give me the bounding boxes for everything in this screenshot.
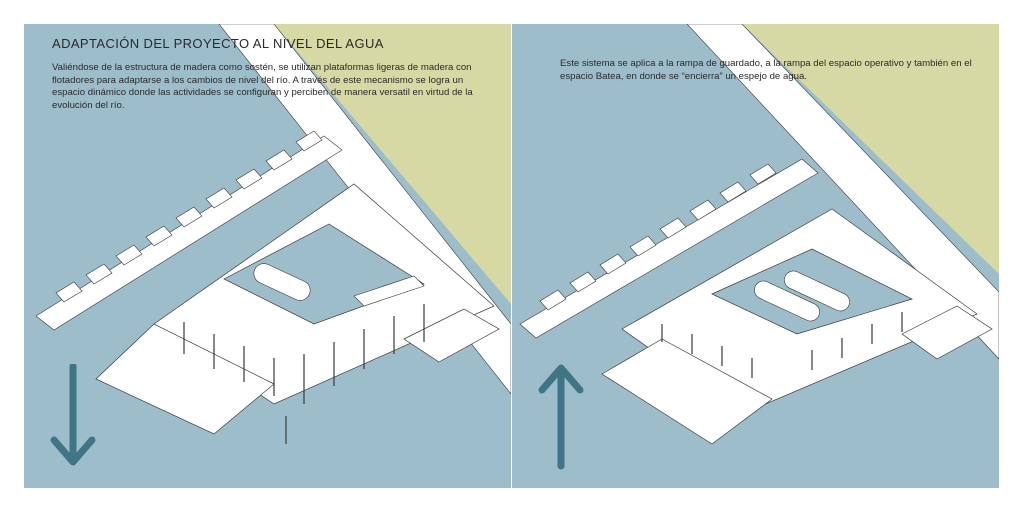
panel-water-down: [24, 24, 511, 488]
arrow-up-icon: [538, 362, 584, 470]
description-left: Valiéndose de la estructura de madera como sostén, se utilizan plataformas ligeras de madera con flotadores para adaptarse a los cambios de nivel del río. A través de este mecanismo se logra un espacio dinámico donde las actividades se configuran y perciben de manera versatil en virtud de la evolución del río.: [52, 62, 473, 111]
arrow-down-icon: [50, 364, 96, 468]
page-title: ADAPTACIÓN DEL PROYECTO AL NIVEL DEL AGUA: [52, 36, 384, 51]
description-right: Este sistema se aplica a la rampa de guardado, a la rampa del espacio operativo y también en el espacio Batea, en donde se “encierra” un espejo de agua.: [560, 58, 972, 82]
axonometric-scene-high-water: [512, 24, 999, 488]
panel-water-up: [512, 24, 999, 488]
